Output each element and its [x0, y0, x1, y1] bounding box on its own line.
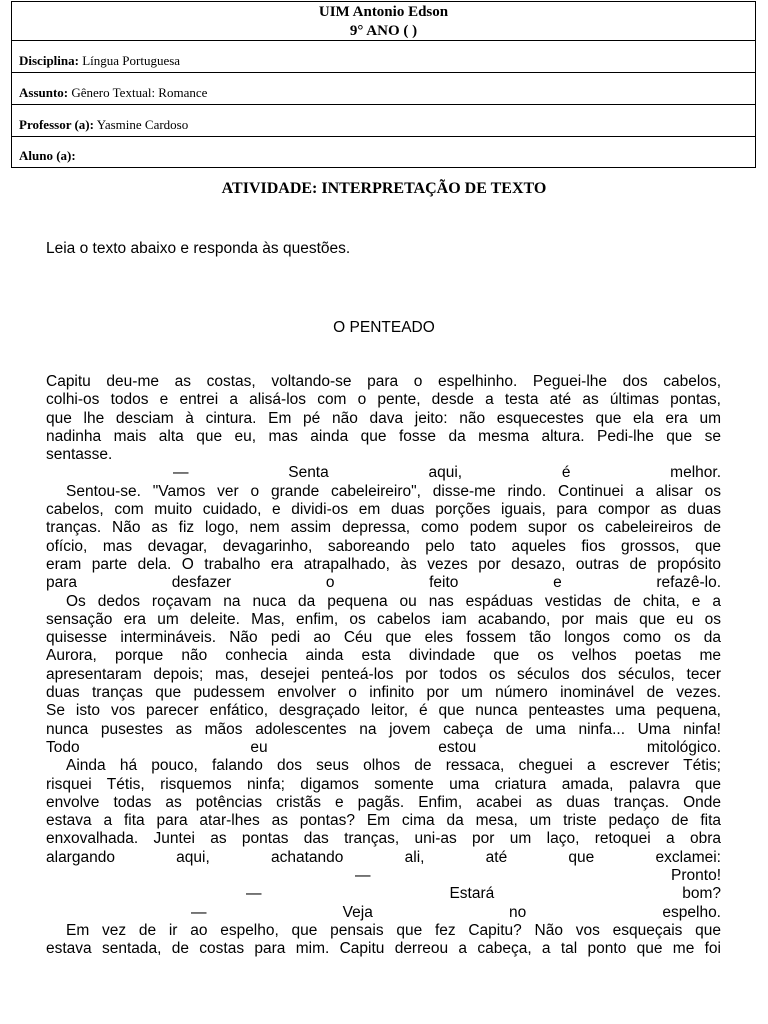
- school-block: [12, 2, 755, 41]
- text-line: Capitu deu-me as costas, voltando-se para o espelhinho. Peguei-lhe dos cabelos,: [46, 373, 721, 390]
- student-row: [12, 137, 755, 167]
- text-line: Se isto vos parecer enfático, desgraçado leitor, é que nunca penteastes uma pequena,: [46, 702, 721, 720]
- discipline-row: [12, 41, 755, 73]
- text-line: — Veja no espelho.: [191, 903, 721, 921]
- text-line: duas tranças que pudessem envolver o infinito por um número inominável de vezes.: [46, 684, 721, 702]
- text-title: O PENTEADO: [333, 319, 435, 336]
- text-line: Todo eu estou mitológico.: [46, 738, 721, 756]
- text-line: quisesse intermináveis. Não pedi ao Céu que eles fossem tão longos como os da: [46, 629, 721, 647]
- text-line: estava a fita para atar-lhes as pontas? Em cima da mesa, um triste pedaço de fita: [46, 812, 721, 830]
- text-line: nunca pusestes as mãos adolescentes na jovem cabeça de uma ninfa... Uma ninfa!: [46, 720, 721, 738]
- text-line: colhi-os todos e entrei a alisá-los com o pente, desde a testa até as últimas pontas,: [46, 391, 721, 409]
- instruction: Leia o texto abaixo e responda às questões.: [46, 240, 351, 257]
- text-line: enxovalhada. Juntei as pontas das tranças, uni-as por um laço, retoquei a obra: [46, 830, 721, 848]
- subject-label: Assunto:: [19, 85, 69, 100]
- teacher-label: Professor (a):: [19, 117, 94, 132]
- text-line: que lhe desciam à cintura. Em pé não dava jeito: não esquecestes que ela era um: [46, 409, 721, 427]
- subject-row: [12, 73, 755, 105]
- grade: 9° ANO ( ): [349, 23, 418, 39]
- text-line: estava sentada, de costas para mim. Capitu derreou a cabeça, a tal ponto que me foi: [46, 940, 721, 958]
- text-line: cabelos, com muito cuidado, e dividi-os em duas porções iguais, para compor as duas: [46, 501, 721, 519]
- text-line: para desfazer o feito e refazê-lo.: [46, 574, 721, 592]
- teacher-row: [12, 105, 755, 137]
- text-line: sensação era um deleite. Mas, enfim, os cabelos iam acabando, por mais que eu os: [46, 610, 721, 628]
- activity-title: ATIVIDADE: INTERPRETAÇÃO DE TEXTO: [221, 180, 547, 197]
- text-line: — Estará bom?: [246, 885, 721, 903]
- text-line: — Pronto!: [355, 867, 721, 885]
- text-line: ofício, mas devagar, devagarinho, saboreando pelo tato aqueles fios grossos, que: [46, 537, 721, 555]
- text-line: risquei Tétis, risquemos ninfa; digamos somente uma criatura amada, palavra que: [46, 775, 721, 793]
- text-line: envolve todas as potências cristãs e pagãs. Enfim, acabei as duas tranças. Onde: [46, 793, 721, 811]
- teacher-value: Yasmine Cardoso: [96, 117, 189, 132]
- text-line: Sentou-se. "Vamos ver o grande cabeleireiro", disse-me rindo. Continuei a alisar os: [66, 482, 721, 500]
- discipline-value: Língua Portuguesa: [82, 53, 181, 68]
- text-line: — Senta aqui, é melhor.: [173, 464, 721, 482]
- student-label: Aluno (a):: [19, 148, 76, 163]
- text-line: eram parte dela. O trabalho era atrapalhado, às vezes por desazo, outras de propósito: [46, 555, 721, 573]
- story-text: [46, 373, 721, 959]
- text-line: Os dedos roçavam na nuca da pequena ou nas espáduas vestidas de chita, e a: [66, 592, 721, 610]
- discipline-label: Disciplina:: [19, 53, 79, 68]
- header-table: [11, 1, 756, 168]
- subject-value: Gênero Textual: Romance: [71, 85, 208, 100]
- text-line: Aurora, porque não conhecia ainda esta divindade que os velhos poetas me: [46, 647, 721, 665]
- text-line: apresentaram depois; mas, desejei penteá-los por todos os séculos dos séculos, tecer: [46, 665, 721, 683]
- text-line: Ainda há pouco, falando dos seus olhos de ressaca, cheguei a escrever Tétis;: [66, 757, 721, 775]
- school-name: UIM Antonio Edson: [318, 4, 449, 20]
- text-line: tranças. Não as fiz logo, nem assim depressa, como podem supor os cabeleireiros de: [46, 519, 721, 537]
- text-line: sentasse.: [46, 446, 113, 464]
- text-line: Em vez de ir ao espelho, que pensais que fez Capitu? Não vos esqueçais que: [66, 921, 721, 939]
- text-line: alargando aqui, achatando ali, até que exclamei:: [46, 848, 721, 866]
- text-line: nadinha mais alta que eu, mas ainda que fosse da mesma altura. Pedi-lhe que se: [46, 427, 721, 445]
